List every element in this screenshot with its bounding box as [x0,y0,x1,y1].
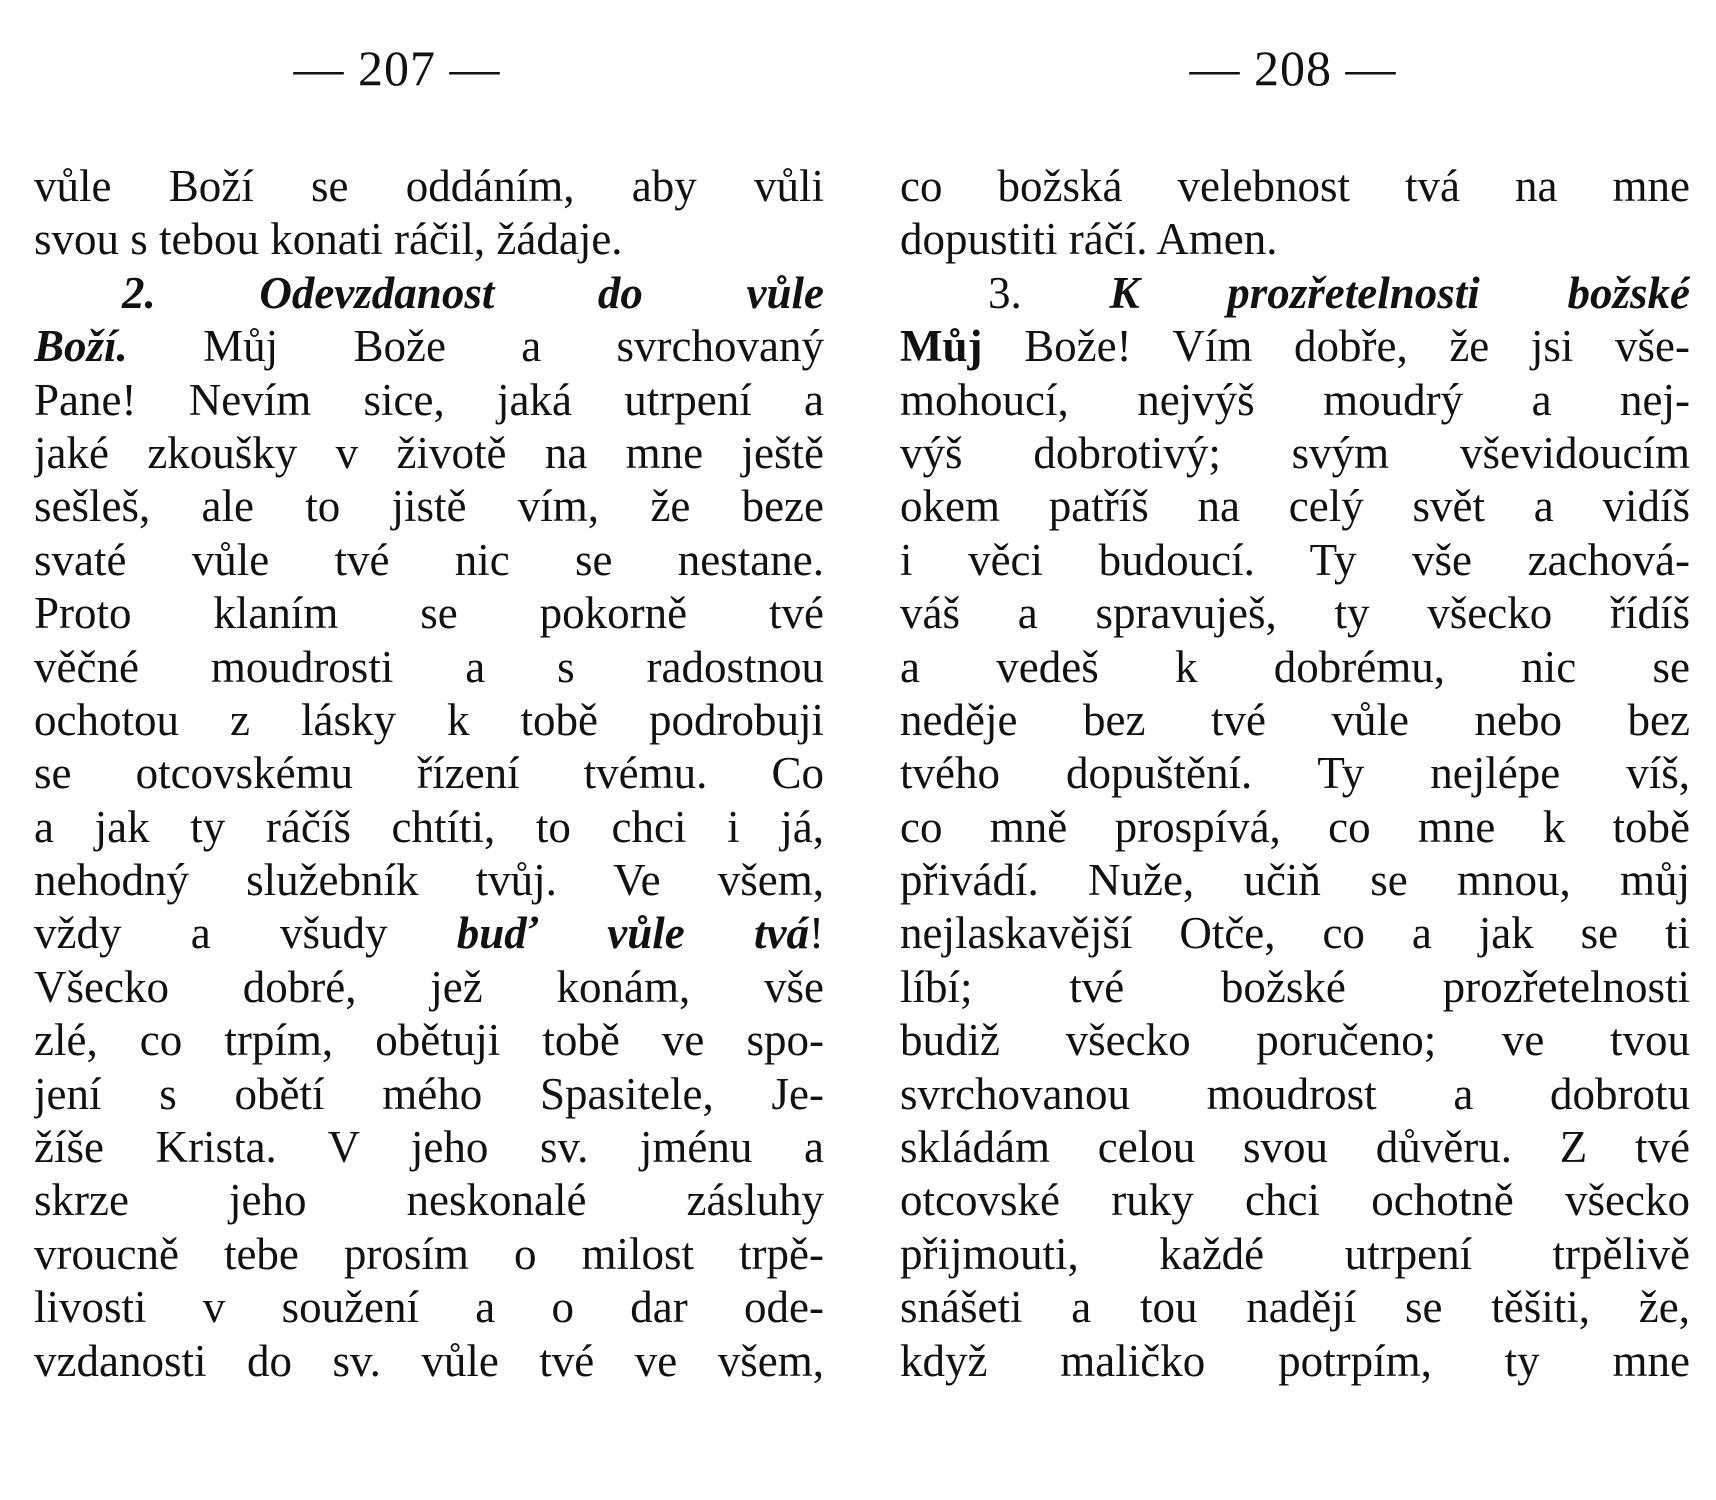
text-line: Všecko dobré, jež konám, vše [34,961,824,1012]
right-page [900,0,1690,1500]
section-heading-continued: Boží. [34,321,128,372]
text-line: Pane! Nevím sice, jaká utrpení a [34,374,824,425]
emphasized-phrase: buď vůle tvá [456,908,809,959]
text-line: otcovské ruky chci ochotně všecko [900,1175,1690,1226]
left-page-text [34,160,824,1388]
right-page-text [900,160,1690,1388]
text-line: váš a spravuješ, ty všecko řídíš [900,588,1690,639]
text-line: Proto klaním se pokorně tvé [34,588,824,639]
section-heading: 2. Odevzdanost do vůle [122,267,824,318]
text-line: budiž všecko poručeno; ve tvou [900,1015,1690,1066]
text-line: a vedeš k dobrému, nic se [900,641,1690,692]
text-line: skrze jeho neskonalé zásluhy [34,1175,824,1226]
text-line: vzdanosti do sv. vůle tvé ve všem, [34,1335,824,1386]
text-line: přivádí. Nuže, učiň se mnou, můj [900,855,1690,906]
text-line: výš dobrotivý; svým vševidoucím [900,427,1690,478]
text-line: přijmouti, každé utrpení trpělivě [900,1228,1690,1279]
text-line [34,320,824,373]
text-line: nehodný služebník tvůj. Ve všem, [34,855,824,906]
section-heading-line [34,267,824,320]
text-line: se otcovskému řízení tvému. Co [34,748,824,799]
line-text: Bože! Vím dobře, že jsi vše- [982,321,1690,372]
line-text: Můj Bože a svrchovaný [127,321,824,372]
text-line: věčné moudrosti a s radostnou [34,641,824,692]
text-line: ochotou z lásky k tobě podrobuji [34,694,824,745]
section-heading-line [900,267,1690,320]
text-line: zlé, co trpím, obětuji tobě ve spo- [34,1015,824,1066]
text-line: když maličko potrpím, ty mne [900,1335,1690,1386]
text-line: nejlaskavější Otče, co a jak se ti [900,908,1690,959]
text-line: tvého dopuštění. Ty nejlépe víš, [900,748,1690,799]
text-line: líbí; tvé božské prozřetelnosti [900,961,1690,1012]
text-line: svou s tebou konati ráčil, žádaje. [34,214,623,265]
left-page [34,0,824,1500]
text-line: žíše Krista. V jeho sv. jménu a [34,1122,824,1173]
text-line: co božská velebnost tvá na mne [900,161,1690,211]
text-line: skládám celou svou důvěru. Z tvé [900,1122,1690,1173]
section-heading: K prozřetelnosti božské [1109,267,1690,318]
text-line: jení s obětí mého Spasitele, Je- [34,1068,824,1119]
left-page-number: — 207 — [293,40,501,96]
right-page-number: — 208 — [1189,40,1397,96]
section-number: 3. [988,267,1110,318]
text-line: snášeti a tou nadějí se těšiti, že, [900,1282,1690,1333]
text-line: jaké zkoušky v životě na mne ještě [34,427,824,478]
text-line: sešleš, ale to jistě vím, že beze [34,481,824,532]
text-line [34,907,824,960]
first-word: Můj [900,321,983,372]
text-line: vůle Boží se oddáním, aby vůli [34,161,824,211]
text-line: livosti v soužení a o dar ode- [34,1282,824,1333]
text-line: vroucně tebe prosím o milost trpě- [34,1228,824,1279]
text-line: svrchovanou moudrost a dobrotu [900,1068,1690,1119]
line-text: vždy a všudy [34,908,457,959]
text-line: i věci budoucí. Ty vše zachová- [900,534,1690,585]
text-line: okem patříš na celý svět a vidíš [900,481,1690,532]
text-line [900,320,1690,373]
text-line: co mně prospívá, co mne k tobě [900,801,1690,852]
text-line: svaté vůle tvé nic se nestane. [34,534,824,585]
text-line: dopustiti ráčí. Amen. [900,214,1278,265]
line-text: ! [809,908,824,959]
text-line: neděje bez tvé vůle nebo bez [900,694,1690,745]
text-line: mohoucí, nejvýš moudrý a nej- [900,374,1690,425]
text-line: a jak ty ráčíš chtíti, to chci i já, [34,801,824,852]
